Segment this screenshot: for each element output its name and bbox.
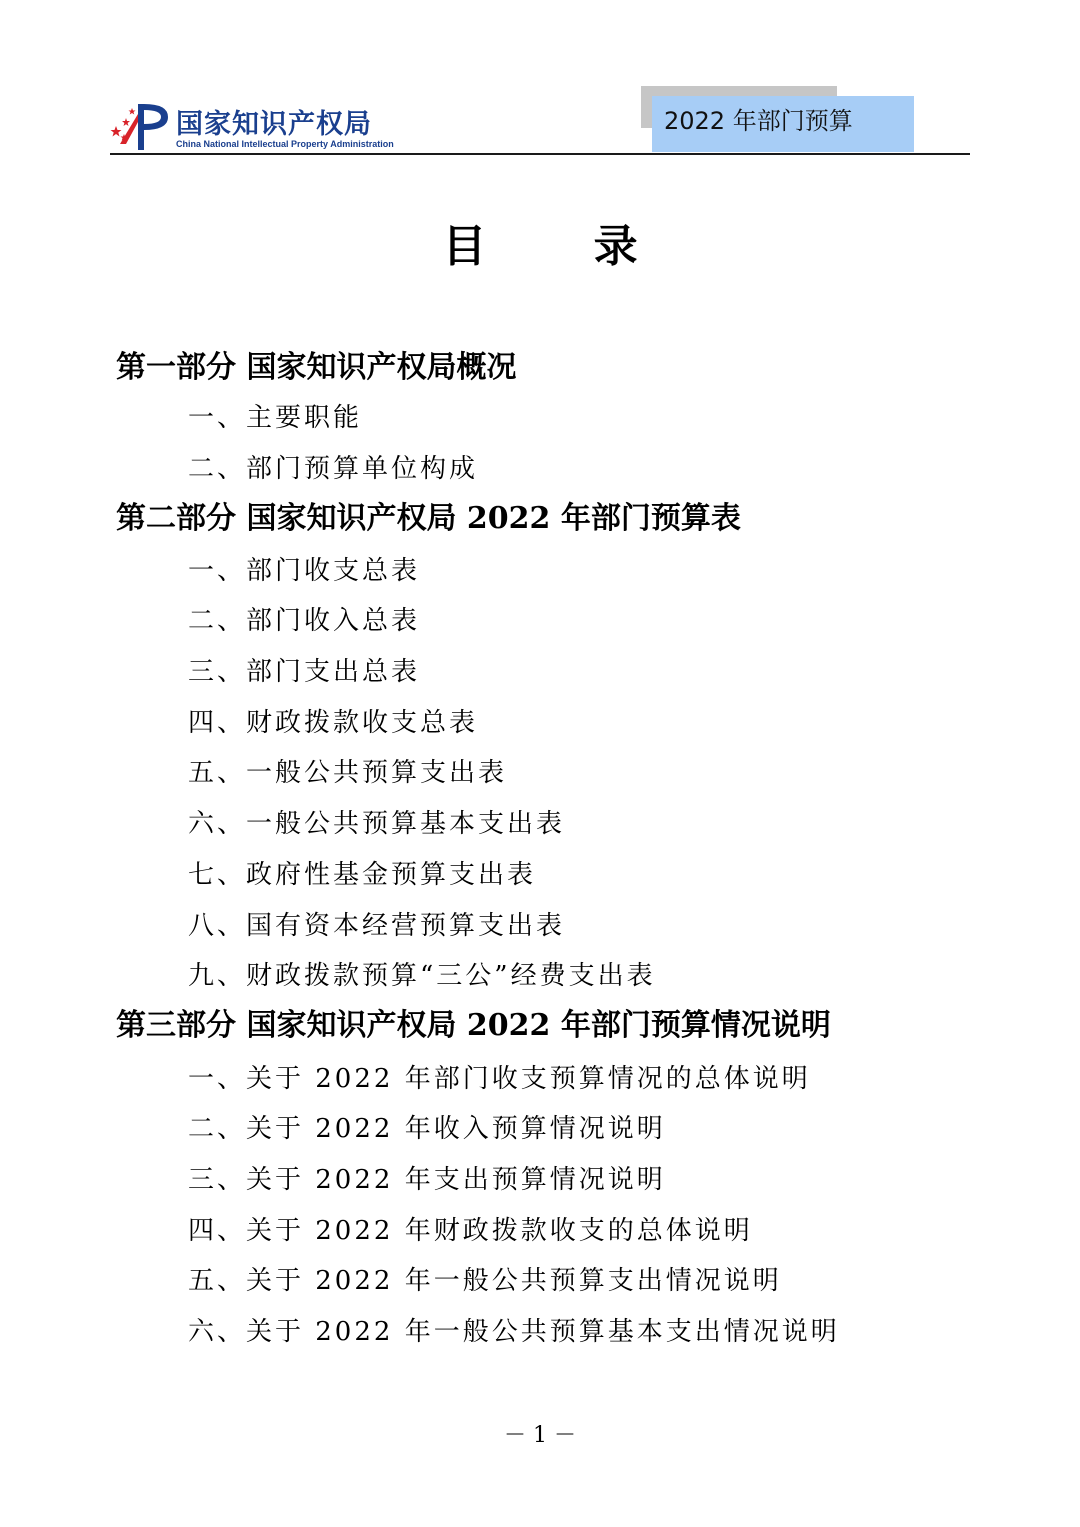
toc-item: 二、关于 2022 年收入预算情况说明 [188, 1114, 666, 1144]
page-header [0, 0, 1080, 160]
toc-item: 一、部门收支总表 [188, 556, 421, 586]
toc-part: 第一部分 国家知识产权局概况 [116, 350, 517, 385]
toc-item: 四、财政拨款收支总表 [188, 708, 479, 738]
cnipa-logo-icon [110, 100, 172, 152]
toc-item: 二、部门预算单位构成 [188, 454, 479, 484]
toc-item: 六、关于 2022 年一般公共预算基本支出情况说明 [188, 1317, 840, 1347]
toc-item: 一、关于 2022 年部门收支预算情况的总体说明 [188, 1064, 811, 1094]
toc-item: 六、一般公共预算基本支出表 [188, 809, 566, 839]
toc-item: 七、政府性基金预算支出表 [188, 860, 537, 890]
header-rule [110, 153, 970, 155]
toc-item: 一、主要职能 [188, 403, 363, 433]
toc-item: 五、关于 2022 年一般公共预算支出情况说明 [188, 1266, 782, 1296]
page-title: 目 录 [442, 221, 684, 272]
org-logo [110, 100, 410, 152]
toc-item: 三、部门支出总表 [188, 657, 421, 687]
org-name-cn: 国家知识产权局 [176, 109, 372, 140]
toc-item: 三、关于 2022 年支出预算情况说明 [188, 1165, 666, 1195]
toc-item: 四、关于 2022 年财政拨款收支的总体说明 [188, 1216, 753, 1246]
toc-part: 第二部分 国家知识产权局 2022 年部门预算表 [116, 501, 741, 536]
toc-item: 九、财政拨款预算“三公”经费支出表 [188, 961, 656, 991]
org-name-en: China National Intellectual Property Administration [176, 139, 394, 149]
toc-part: 第三部分 国家知识产权局 2022 年部门预算情况说明 [116, 1008, 831, 1043]
doc-tag: 2022 年部门预算 [652, 96, 914, 152]
page-number: － 1 － [504, 1423, 576, 1448]
toc-item: 二、部门收入总表 [188, 606, 421, 636]
toc-item: 五、一般公共预算支出表 [188, 758, 508, 788]
toc-item: 八、国有资本经营预算支出表 [188, 911, 566, 941]
